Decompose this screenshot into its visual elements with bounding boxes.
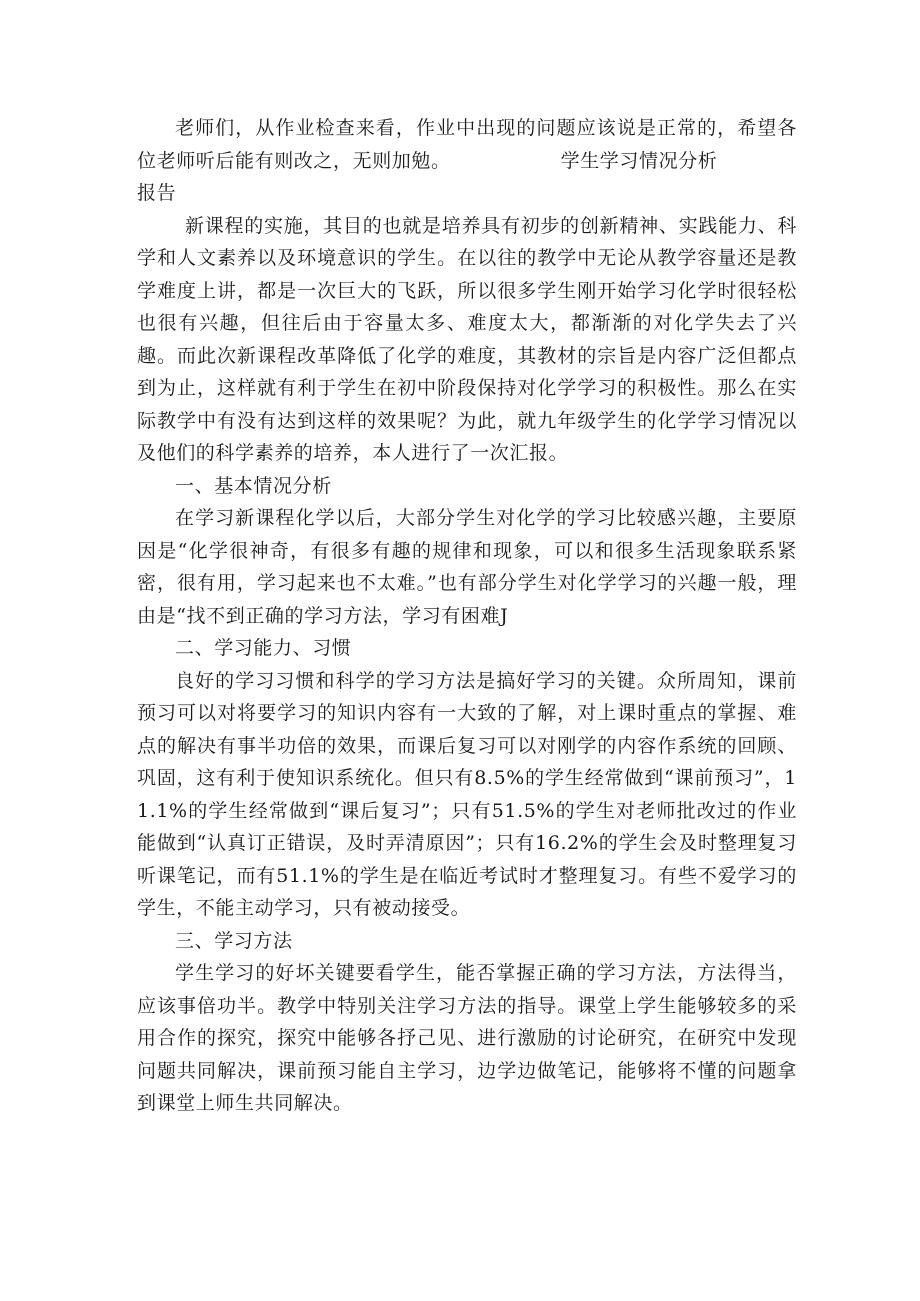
section-heading-basic: 一、基本情况分析 [175, 474, 332, 497]
report-title-part1: 学生学习情况分析 [560, 149, 718, 172]
opening-paragraph [137, 112, 797, 177]
section-heading-habits: 二、学习能力、习惯 [175, 637, 352, 659]
intro-paragraph: 新课程的实施，其目的也就是培养具有初步的创新精神、实践能力、科学和人文素养以及环境意识的学生。在以往的教学中无论从教学容量还是教学难度上讲，都是一次巨大的飞跃，所以很多学生刚开始学习化学时很轻松也很有兴趣，但往后由于容量太多、难度太大，都渐渐的对化学失去了兴趣。而此次新课程改革降低了化学的难度，其教材的宗旨是内容广泛但都点到为止，这样就有利于学生在初中阶段保持对化学学习的积极性。那么在实际教学中有没有达到这样的效果呢？为此，就九年级学生的化学学习情况以及他们的科学素养的培养，本人进行了一次汇报。 [137, 214, 797, 464]
section-body-habits: 良好的学习习惯和科学的学习方法是搞好学习的关键。众所周知，课前预习可以对将要学习的知识内容有一大致的了解，对上课时重点的掌握、难点的解决有事半功倍的效果，而课后复习可以对刚学的内容作系统的回顾、巩固，这有利于使知识系统化。但只有8.5%的学生经常做到“课前预习”，11.1%的学生经常做到“课后复习”；只有51.5%的学生对老师批改过的作业能做到“认真订正错误，及时弄清原因”；只有16.2%的学生会及时整理复习听课笔记，而有51.1%的学生是在临近考试时才整理复习。有些不爱学习的学生，不能主动学习，只有被动接受。 [137, 669, 797, 919]
report-title-part2: 报告 [137, 182, 177, 204]
section-heading-methods: 三、学习方法 [175, 929, 293, 952]
section-body-basic: 在学习新课程化学以后，大部分学生对化学的学习比较感兴趣，主要原因是“化学很神奇，有很多有趣的规律和现象，可以和很多生活现象联系紧密，很有用，学习起来也不太难。”也有部分学生对化学学习的兴趣一般，理由是“找不到正确的学习方法，学习有困难J [137, 507, 797, 627]
document-body [137, 112, 797, 1120]
opening-text: 老师们，从作业检查来看，作业中出现的问题应该说是正常的，希望各位老师听后能有则改之，无则加勉。 [137, 117, 797, 172]
section-body-methods: 学生学习的好坏关键要看学生，能否掌握正确的学习方法，方法得当，应该事倍功半。教学中特别关注学习方法的指导。课堂上学生能够较多的采用合作的探究，探究中能够各抒己见、进行激励的讨论研究，在研究中发现问题共同解决，课前预习能自主学习，边学边做笔记，能够将不懂的问题拿到课堂上师生共同解决。 [137, 962, 797, 1114]
